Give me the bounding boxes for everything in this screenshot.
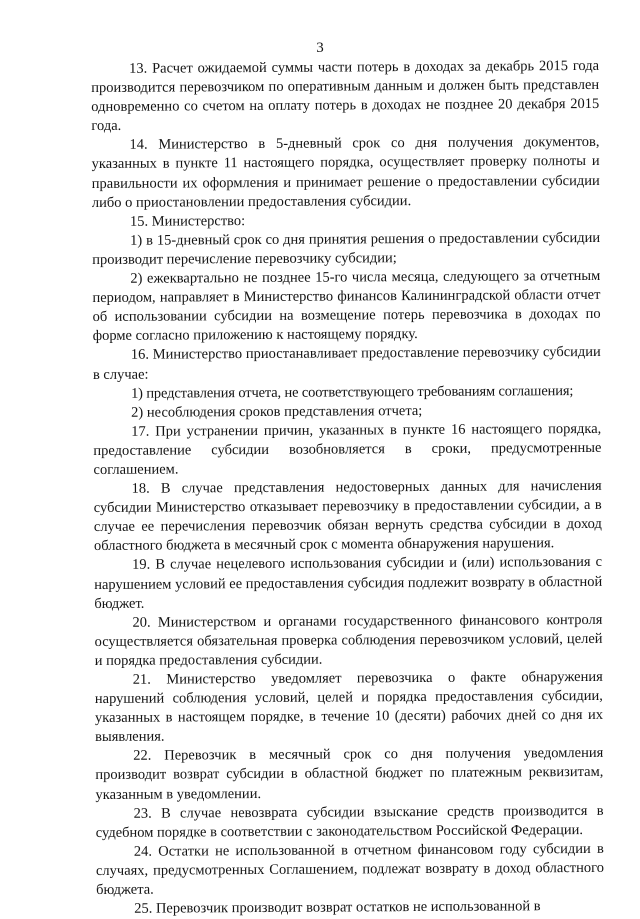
paragraph-14: 14. Министерство в 5-дневный срок со дня получения документов, указанных в пункте 11 настоящего порядка, осуществляет проверку полноты и правильности их оформления и принимает решение о предоставлении субсидии либо о приостановлении предоставления субсидии. [91, 134, 600, 211]
paragraph-20: 20. Министерством и органами государственного финансового контроля осуществляется обязательная проверка соблюдения перевозчиком условий, целей и порядка предоставления субсидии. [94, 611, 603, 669]
paragraph-23: 23. В случае невозврата субсидии взыскание средств производится в судебном порядке в соответствии с законодательством Российской Федерации. [95, 802, 604, 841]
paragraph-16: 16. Министерство приостанавливает предоставление перевозчику субсидии в случае: [92, 344, 601, 383]
paragraph-15: 15. Министерство: [129, 212, 246, 230]
paragraph-21: 21. Министерство уведомляет перевозчика о факте обнаружения нарушений соблюдения условий, целей и порядка предоставления субсидии, указанных в настоящем порядке, в течение 10 (десяти) рабочих дней со дня их выявления. [94, 668, 604, 746]
paragraph-18: 18. В случае представления недостоверных данных для начисления субсидии Министерство отказывает перевозчику в предоставлении субсидии, а в случае ее перечисления перевозчик обязан вернуть средства субсидии в доход областного бюджета в месячный срок с момента обнаружения нарушения. [93, 477, 602, 555]
paragraph-19: 19. В случае нецелевого использования субсидии и (или) использования с нарушением условий ее предоставления субсидия подлежит возврату в областной бюджет. [94, 554, 603, 612]
paragraph-16-item-1: 1) представления отчета, не соответствующего требованиям соглашения; [130, 382, 574, 402]
paragraph-15-item-2: 2) ежеквартально не позднее 15-го числа месяца, следующего за отчетным периодом, направляет в Министерство финансов Калининградской области отчет об использовании субсидии на возмещение потерь перевозчика в доходах по форме согласно приложению к настоящему порядку. [92, 267, 601, 345]
paragraph-16-item-2: 2) несоблюдения сроков представления отчета; [131, 402, 423, 421]
paragraph-24: 24. Остатки не использованной в отчетном финансовом году субсидии в случаях, предусмотренных Соглашением, подлежат возврату в доход областного бюджета. [95, 840, 604, 899]
paragraph-15-item-1: 1) в 15-дневный срок со дня принятия решения о предоставлении субсидии производит перечисление перевозчику субсидии; [92, 229, 601, 268]
paragraph-25: 25. Перевозчик производит возврат остатков не использованной в [134, 898, 541, 917]
paragraph-13: 13. Расчет ожидаемой суммы части потерь в доходах за декабрь 2015 года производится перевозчиком по оперативным данным и должен быть представлен одновременно со счетом на оплату потерь в доходах не позднее 20 декабря 2015 года. [91, 57, 600, 135]
page-number: 3 [316, 40, 324, 56]
paragraph-17: 17. При устранении причин, указанных в пункте 16 настоящего порядка, предоставление субсидии возобновляется в сроки, предусмотренные соглашением. [93, 420, 602, 478]
document-body [91, 57, 604, 919]
paragraph-22: 22. Перевозчик в месячный срок со дня получения уведомления производит возврат субсидии в областной бюджет по платежным реквизитам, указанным в уведомлении. [95, 745, 604, 803]
